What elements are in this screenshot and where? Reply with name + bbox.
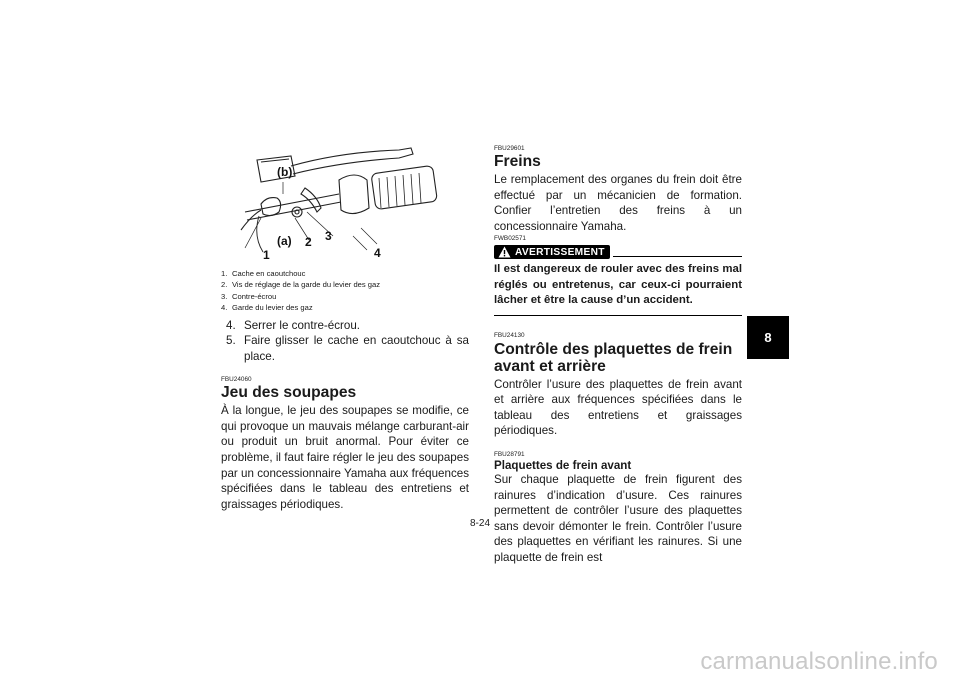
warning-text: Il est dangereux de rouler avec des freins mal réglés ou entretenus, car ceux-ci pourraient lâcher et être la cause d’un accident. [494, 263, 742, 307]
section-code: FBU28791 [494, 450, 525, 458]
throttle-lever-illustration [221, 140, 469, 262]
warning-badge [494, 245, 610, 259]
watermark: carmanualsonline.info [700, 648, 938, 675]
steps-list [221, 318, 469, 365]
caption-text: Contre-écrou [232, 291, 277, 301]
step-number: 5. [226, 334, 236, 348]
caption-text: Vis de réglage de la garde du levier des gaz [232, 280, 381, 290]
step-number: 4. [226, 318, 236, 332]
caption-item [221, 279, 469, 290]
section-body: Sur chaque plaquette de frein figurent des rainures d’indication d’usure. Ces rainures permettent de contrôler l’usure des plaquettes sans devoir démonter le frein. Contrôler l’usure des plaquettes en vérifiant les rainures. Si une plaquette de frein est [494, 472, 742, 564]
caption-number: 2. [221, 280, 228, 290]
label-a: (a) [277, 234, 292, 248]
section-code: FBU29601 [494, 145, 525, 152]
section-body: Contrôler l’usure des plaquettes de frein avant et arrière aux fréquences spécifiées dans le tableau des entretiens et graissages périodiques. [494, 377, 742, 438]
chapter-tab: 8 [747, 316, 789, 359]
caption-item [221, 291, 469, 302]
section-title: Freins [494, 153, 541, 170]
section-plaquettes-avant [494, 451, 742, 566]
step-item [221, 318, 469, 334]
caption-text: Cache en caoutchouc [232, 269, 306, 278]
subsection-title: Plaquettes de frein avant [494, 458, 632, 472]
label-3: 3 [325, 229, 332, 243]
section-code: FBU24130 [494, 331, 525, 339]
step-text: Faire glisser le cache en caoutchouc à sa place. [244, 334, 469, 363]
warning-end-rule [494, 315, 742, 316]
warning-header [494, 245, 742, 259]
caption-text: Garde du levier des gaz [232, 303, 313, 313]
section-code: FBU24060 [221, 376, 252, 384]
section-soupapes [221, 376, 469, 512]
warning-triangle-icon [498, 246, 511, 258]
section-body: Le remplacement des organes du frein doit être effectué par un mécanicien de formation. Confier l’entretien des freins à un concessionnaire Yamaha. [494, 173, 742, 233]
caption-number: 4. [221, 303, 228, 313]
section-plaquettes [494, 332, 742, 439]
caption-item [221, 302, 469, 313]
page-number: 8-24 [469, 518, 490, 529]
section-freins [494, 145, 742, 234]
figure-captions [221, 268, 469, 314]
label-b: (b) [277, 165, 293, 179]
label-4: 4 [374, 246, 381, 260]
section-body: À la longue, le jeu des soupapes se modifie, ce qui provoque un mauvais mélange carburant-air ou produit un bruit anormal. Pour éviter ce problème, il faut faire régler le jeu des soupapes par un concessionnaire Yamaha aux fréquences spécifiées dans le tableau des entretiens et graissages périodiques. [221, 404, 469, 511]
caption-item [221, 268, 469, 279]
caption-number: 3. [221, 291, 228, 301]
caption-number: 1. [221, 269, 228, 278]
label-1: 1 [263, 248, 270, 262]
right-column [494, 145, 742, 566]
warning-divider [613, 256, 742, 257]
warning-code: FWB02571 [494, 235, 526, 243]
warning-block [494, 235, 742, 315]
step-item [221, 333, 469, 364]
section-title: Jeu des soupapes [221, 384, 357, 402]
step-text: Serrer le contre-écrou. [244, 318, 360, 332]
section-title: Contrôle des plaquettes de frein avant et arrière [494, 340, 733, 375]
warning-badge-label: AVERTISSEMENT [515, 246, 605, 258]
left-column [221, 140, 469, 512]
label-2: 2 [305, 235, 312, 249]
